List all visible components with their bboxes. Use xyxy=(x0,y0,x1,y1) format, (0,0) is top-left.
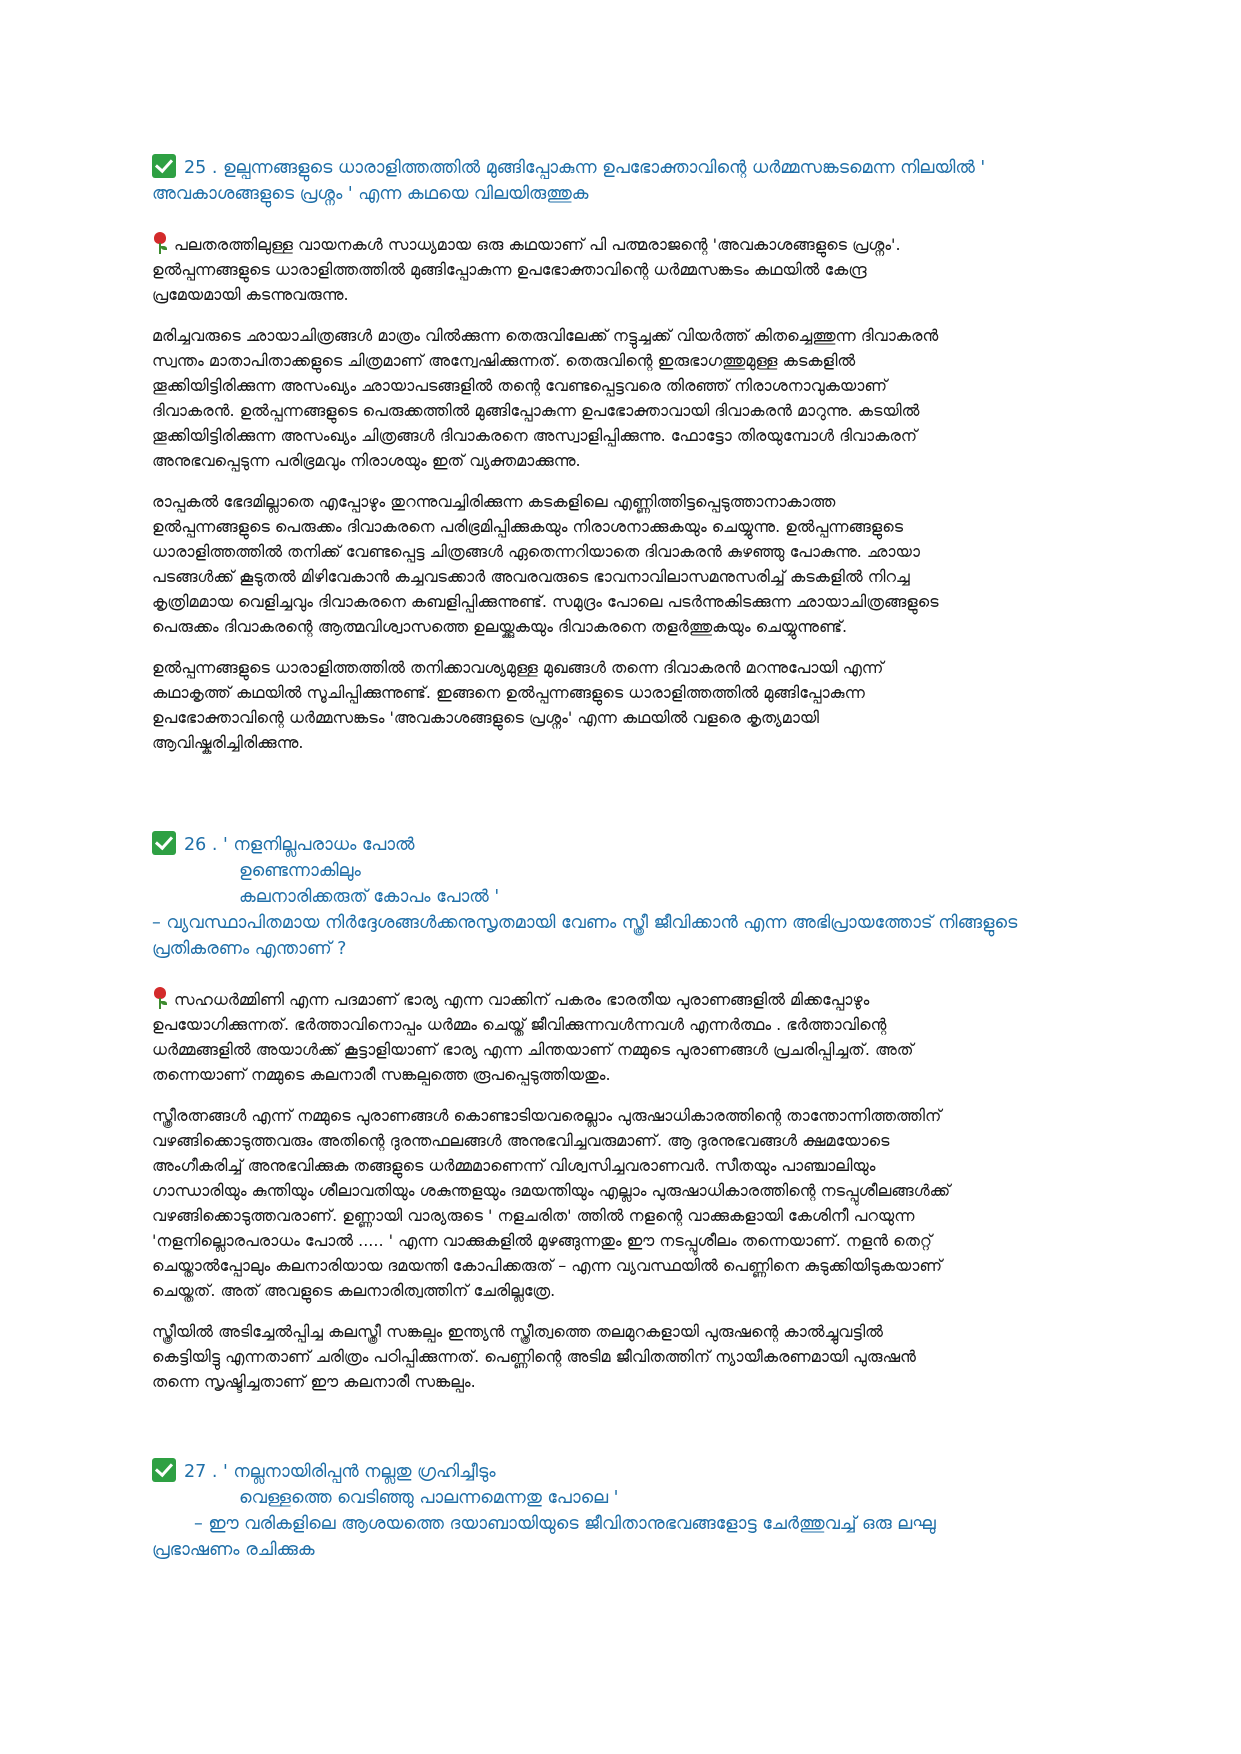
answer-25-paragraph-3: രാപ്പകൽ ഭേദമില്ലാതെ എപ്പോഴും തുറന്നുവച്ചിരിക്കുന്ന കടകളിലെ എണ്ണിത്തിട്ടപ്പെടുത്താനാകാത്ത ഉൽപ്പന്നങ്ങളുടെ പെരുക്കം ദിവാകരനെ പരിഭ്രമിപ്പിക്കുകയും നിരാശനാക്കുകയും ചെയ്യുന്നു. ഉൽപ്പന്നങ്ങളുടെ ധാരാളിത്തത്തിൽ തനിക്ക് വേണ്ടപ്പെട്ട ചിത്രങ്ങൾ ഏതെന്നറിയാതെ ദിവാകരൻ കുഴഞ്ഞു പോകുന്നു. ഛായാ പടങ്ങൾക്ക് കൂടുതൽ മിഴിവേകാൻ കച്ചവടക്കാർ അവരവരുടെ ഭാവനാവിലാസമനുസരിച്ച് കടകളിൽ നിറച്ച കൃത്രിമമായ വെളിച്ചവും ദിവാകരനെ കബളിപ്പിക്കുന്നുണ്ട്. സമുദ്രം പോലെ പടർന്നുകിടക്കുന്ന ഛായാചിത്രങ്ങളുടെ പെരുക്കം ദിവാകരന്റെ ആത്മവിശ്വാസത്തെ ഉലയ്ക്കുകയും ദിവാകരനെ തളർത്തുകയും ചെയ്യുന്നുണ്ട്. xyxy=(152,492,939,636)
answer-25-paragraph-4: ഉൽപ്പന്നങ്ങളുടെ ധാരാളിത്തത്തിൽ തനിക്കാവശ്യമുള്ള മുഖങ്ങൾ തന്നെ ദിവാകരൻ മറന്നുപോയി എന്ന് കഥാകൃത്ത് കഥയിൽ സൂചിപ്പിക്കുന്നുണ്ട്. ഇങ്ങനെ ഉൽപ്പന്നങ്ങളുടെ ധാരാളിത്തത്തിൽ മുങ്ങിപ്പോകുന്ന ഉപഭോക്താവിന്റെ ധർമ്മസങ്കടം 'അവകാശങ്ങളുടെ പ്രശ്നം' എന്ന കഥയിൽ വളരെ കൃത്യമായി ആവിഷ്കരിച്ചിരിക്കുന്നു. xyxy=(152,658,884,752)
question-25-line-1: 25 . ഉല്പന്നങ്ങളുടെ ധാരാളിത്തത്തിൽ മുങ്ങിപ്പോകുന്ന ഉപഭോക്താവിന്റെ ധർമ്മസങ്കടമെന്ന നിലയിൽ ' xyxy=(184,158,986,178)
question-27: 27 . ' നല്ലനായിരിപ്പൻ നല്ലതു ഗ്രഹിച്ചീടും വെള്ളത്തെ വെടിഞ്ഞു പാലന്നമെന്നതു പോലെ ' – ഈ വരികളിലെ ആശയത്തെ ദയാബായിയുടെ ജീവിതാനുഭവങ്ങളോട്ട ചേർത്തുവച്ച് ഒരു ലഘു പ്രഭാഷണം രചിക്കുക xyxy=(152,1458,1097,1563)
check-mark-icon xyxy=(152,1458,176,1482)
answer-26-paragraph-1: സഹധർമ്മിണി എന്ന പദമാണ് ഭാര്യ എന്ന വാക്കിന് പകരം ഭാരതീയ പുരാണങ്ങളിൽ മിക്കപ്പോഴും ഉപയോഗിക്കുന്നത്. ഭർത്താവിനൊപ്പം ധർമ്മം ചെയ്ത് ജീവിക്കുന്നവൾന്നവൾ എന്നർത്ഥം . ഭർത്താവിന്റെ ധർമ്മങ്ങളിൽ അയാൾക്ക് കൂട്ടാളിയാണ് ഭാര്യ എന്ന ചിന്തയാണ് നമ്മുടെ പുരാണങ്ങൾ പ്രചരിപ്പിച്ചത്. അത് തന്നെയാണ് നമ്മുടെ കലനാരീ സങ്കല്പത്തെ രൂപപ്പെടുത്തിയതും. xyxy=(152,987,1097,1087)
check-mark-icon xyxy=(152,831,176,855)
answer-26-paragraph-2: സ്ത്രീരത്നങ്ങൾ എന്ന് നമ്മുടെ പുരാണങ്ങൾ കൊണ്ടാടിയവരെല്ലാം പുരുഷാധികാരത്തിന്റെ താന്തോന്നിത്തത്തിന് വഴങ്ങിക്കൊടുത്തവരും അതിന്റെ ദുരന്തഫലങ്ങൾ അനുഭവിച്ചവരുമാണ്. ആ ദുരനുഭവങ്ങൾ ക്ഷമയോടെ അംഗീകരിച്ച് അനുഭവിക്കുക തങ്ങളുടെ ധർമ്മമാണെന്ന് വിശ്വസിച്ചവരാണവർ. സീതയും പാഞ്ചാലിയും ഗാന്ധാരിയും കുന്തിയും ശീലാവതിയും ശകുന്തളയും ദമയന്തിയും എല്ലാം പുരുഷാധികാരത്തിന്റെ നടപ്പുശീലങ്ങൾക്ക് വഴങ്ങിക്കൊടുത്തവരാണ്. ഉണ്ണായി വാര്യരുടെ ' നളചരിത' ത്തിൽ നളന്റെ വാക്കുകളായി കേശിനീ പറയുന്ന 'നളനില്ലൊരപരാധം പോൽ ..... ' എന്ന വാക്കുകളിൽ മുഴങ്ങുന്നതും ഈ നടപ്പുശീലം തന്നെയാണ്. നളൻ തെറ്റ് ചെയ്താൽപ്പോലും കലനാരിയായ ദമയന്തി കോപിക്കരുത് – എന്ന വ്യവസ്ഥയിൽ പെണ്ണിനെ കുടുക്കിയിടുകയാണ് ചെയ്തത്. അത് അവളുടെ കലനാരിത്വത്തിന് ചേരില്ലത്രേ. xyxy=(152,1106,951,1300)
rose-icon xyxy=(152,987,168,1009)
question-26: 26 . ' നളനില്ലപരാധം പോൽ ഉണ്ടെന്നാകിലും കലനാരിക്കരുത് കോപം പോൽ ' – വ്യവസ്ഥാപിതമായ നിർദ്ദേശങ്ങൾക്കനുസൃതമായി വേണം സ്ത്രീ ജീവിക്കാൻ എന്ന അഭിപ്രായത്തോട് നിങ്ങളുടെ പ്രതികരണം എന്താണ് ? xyxy=(152,831,1097,962)
answer-26-paragraph-3: സ്ത്രീയിൽ അടിച്ചേൽപ്പിച്ച കലസ്ത്രീ സങ്കല്പം ഇന്ത്യൻ സ്ത്രീത്വത്തെ തലമുറകളായി പുരുഷന്റെ കാൽച്ചുവട്ടിൽ കെട്ടിയിട്ടു എന്നതാണ് ചരിത്രം പഠിപ്പിക്കുന്നത്. പെണ്ണിന്റെ അടിമ ജീവിതത്തിന് ന്യായീകരണമായി പുരുഷൻ തന്നെ സൃഷ്ടിച്ചതാണ് ഈ കലനാരീ സങ്കല്പം. xyxy=(152,1322,916,1391)
document-page xyxy=(152,154,1097,1563)
question-25 xyxy=(152,154,1097,207)
question-25-line-2: അവകാശങ്ങളുടെ പ്രശ്നം ' എന്ന കഥയെ വിലയിരുത്തുക xyxy=(152,184,589,204)
rose-icon xyxy=(152,232,168,254)
check-mark-icon xyxy=(152,154,176,178)
answer-25-paragraph-2: മരിച്ചവരുടെ ഛായാചിത്രങ്ങൾ മാത്രം വിൽക്കുന്ന തെരുവിലേക്ക് നട്ടുച്ചക്ക് വിയർത്ത് കിതച്ചെത്തുന്ന ദിവാകരൻ സ്വന്തം മാതാപിതാക്കളുടെ ചിത്രമാണ് അന്വേഷിക്കുന്നത്. തെരുവിന്റെ ഇരുഭാഗത്തുമുള്ള കടകളിൽ തൂക്കിയിട്ടിരിക്കുന്ന അസംഖ്യം ഛായാപടങ്ങളിൽ തന്റെ വേണ്ടപ്പെട്ടവരെ തിരഞ്ഞ് നിരാശനാവുകയാണ് ദിവാകരൻ. ഉൽപ്പന്നങ്ങളുടെ പെരുക്കത്തിൽ മുങ്ങിപ്പോകുന്ന ഉപഭോക്താവായി ദിവാകരൻ മാറുന്നു. കടയിൽ തൂക്കിയിട്ടിരിക്കുന്ന അസംഖ്യം ചിത്രങ്ങൾ ദിവാകരനെ അസ്വാളിപ്പിക്കുന്നു. ഫോട്ടോ തിരയുമ്പോൾ ദിവാകരന് അനുഭവപ്പെടുന്ന പരിഭ്രമവും നിരാശയും ഇത് വ്യക്തമാക്കുന്നു. xyxy=(152,326,939,470)
answer-25-paragraph-1: പലതരത്തിലുള്ള വായനകൾ സാധ്യമായ ഒരു കഥയാണ് പി പത്മരാജന്റെ 'അവകാശങ്ങളുടെ പ്രശ്നം'. ഉൽപ്പന്നങ്ങളുടെ ധാരാളിത്തത്തിൽ മുങ്ങിപ്പോകുന്ന ഉപഭോക്താവിന്റെ ധർമ്മസങ്കടം കഥയിൽ കേന്ദ്ര പ്രമേയമായി കടന്നുവരുന്നു. xyxy=(152,232,1097,307)
